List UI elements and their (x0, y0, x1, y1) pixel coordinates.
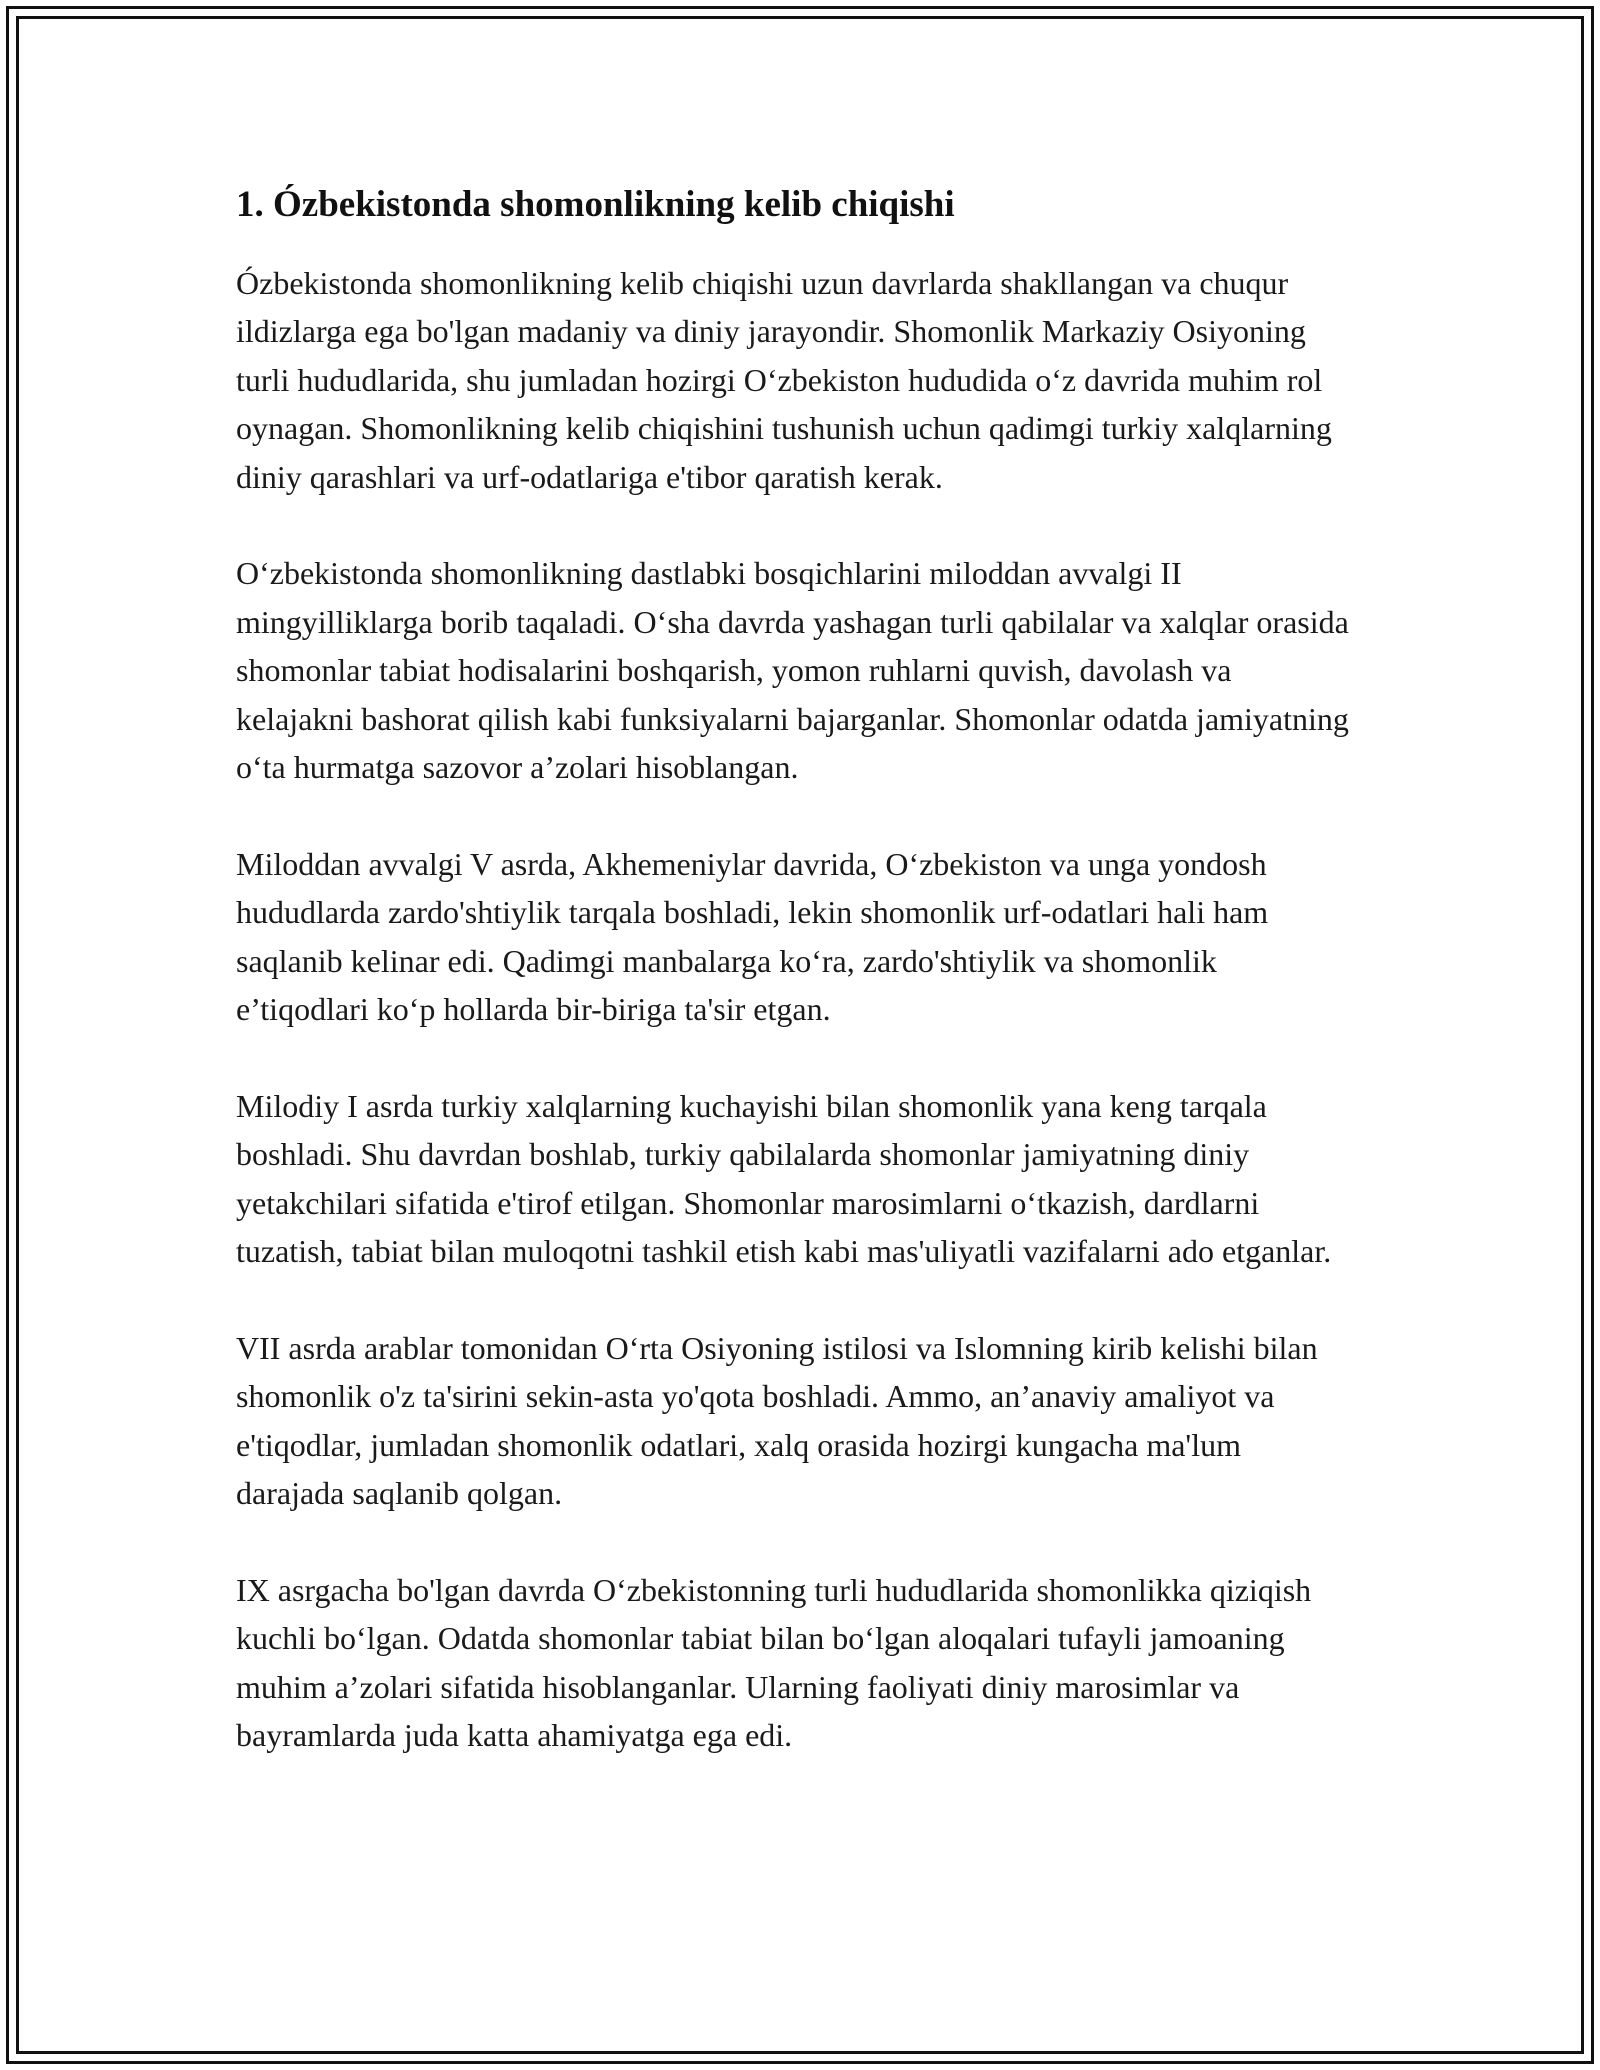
paragraph-3: Miloddan avvalgi V asrda, Akhemeniylar davrida, O‘zbekiston va unga yondosh hududlarda zardo'shtiylik tarqala boshladi, lekin shomonlik urf-odatlari hali ham saqlanib kelinar edi. Qadimgi manbalarga ko‘ra, zardo'shtiylik va shomonlik e’tiqodlari ko‘p hollarda bir-biriga ta'sir etgan. (236, 845, 1269, 1028)
paragraph-2: O‘zbekistonda shomonlikning dastlabki bosqichlarini miloddan avvalgi II mingyilliklarga borib taqaladi. O‘sha davrda yashagan turli qabilalar va xalqlar orasida shomonlar tabiat hodisalarini boshqarish, yomon ruhlarni quvish, davolash va kelajakni bashorat qilish kabi funksiyalarni bajarganlar. Shomonlar odatda jamiyatning o‘ta hurmatga sazovor a’zolari hisoblangan. (236, 555, 1349, 786)
paragraph-5: VII asrda arablar tomonidan O‘rta Osiyoning istilosi va Islomning kirib kelishi bilan shomonlik o'z ta'sirini sekin-asta yo'qota boshladi. Ammo, an’anaviy amaliyot va e'tiqodlar, jumladan shomonlik odatlari, xalq orasida hozirgi kungacha ma'lum darajada saqlanib qolgan. (236, 1329, 1318, 1512)
paragraph-4: Milodiy I asrda turkiy xalqlarning kuchayishi bilan shomonlik yana keng tarqala boshladi. Shu davrdan boshlab, turkiy qabilalarda shomonlar jamiyatning diniy yetakchilari sifatida e'tirof etilgan. Shomonlar marosimlarni o‘tkazish, dardlarni tuzatish, tabiat bilan muloqotni tashkil etish kabi mas'uliyatli vazifalarni ado etganlar. (236, 1087, 1332, 1270)
section-heading: 1. Ózbekistonda shomonlikning kelib chiqishi (236, 184, 955, 225)
document-body (236, 180, 1356, 1760)
paragraph-6: IX asrgacha bo'lgan davrda O‘zbekistonning turli hududlarida shomonlikka qiziqish kuchli bo‘lgan. Odatda shomonlar tabiat bilan bo‘lgan aloqalari tufayli jamoaning muhim a’zolari sifatida hisoblanganlar. Ularning faoliyati diniy marosimlar va bayramlarda juda katta ahamiyatga ega edi. (236, 1571, 1312, 1754)
paragraph-1: Ózbekistonda shomonlikning kelib chiqishi uzun davrlarda shakllangan va chuqur ildizlarga ega bo'lgan madaniy va diniy jarayondir. Shomonlik Markaziy Osiyoning turli hududlarida, shu jumladan hozirgi O‘zbekiston hududida o‘z davrida muhim rol oynagan. Shomonlikning kelib chiqishini tushunish uchun qadimgi turkiy xalqlarning diniy qarashlari va urf-odatlariga e'tibor qaratish kerak. (236, 264, 1332, 495)
